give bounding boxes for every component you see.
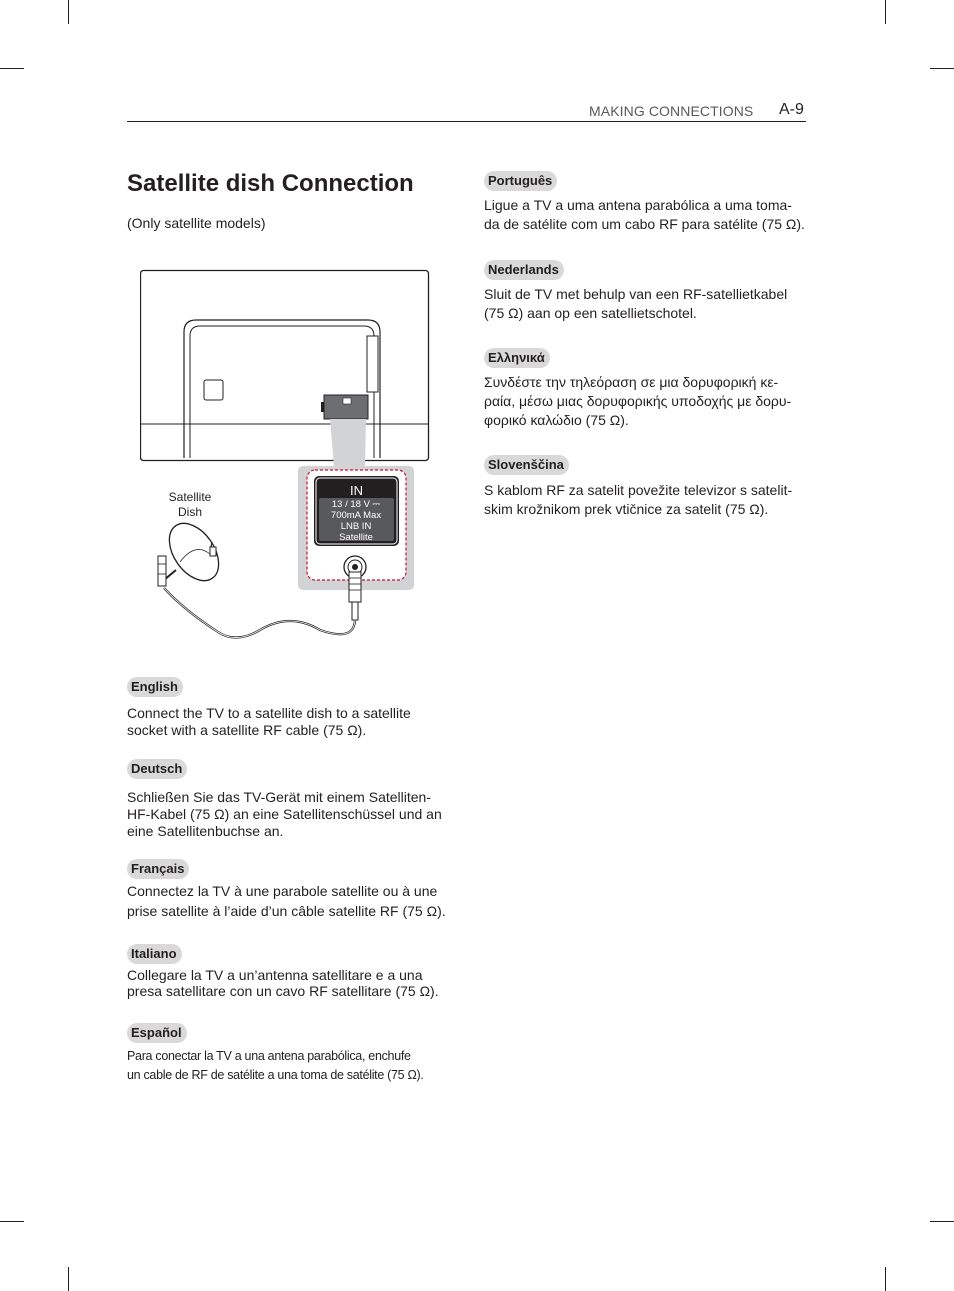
rf-cable-plug bbox=[349, 572, 361, 620]
text-line: Schließen Sie das TV-Gerät mit einem Satelliten- bbox=[127, 789, 431, 805]
text-line: Συνδέστε την τηλεόραση σε μια δορυφορική κε- bbox=[484, 374, 779, 390]
text-line: Sluit de TV met behulp van een RF-satellietkabel bbox=[484, 286, 788, 302]
text-line: socket with a satellite RF cable (75 Ω). bbox=[127, 722, 367, 738]
lang-text-deutsch bbox=[127, 789, 442, 840]
lang-badge-espanol: Español bbox=[127, 1023, 187, 1043]
text-line: Collegare la TV a un’antenna satellitare e a una bbox=[127, 967, 423, 983]
crop-mark bbox=[885, 0, 886, 24]
text-line: φορικό καλώδιο (75 Ω). bbox=[484, 412, 629, 428]
text-line: ραία, μέσω μιας δορυφορικής υποδοχής με δορυ- bbox=[484, 393, 792, 409]
crop-mark bbox=[930, 1221, 954, 1222]
lang-badge-nederlands: Nederlands bbox=[484, 260, 564, 280]
text-line: skim krožnikom prek vtičnice za satelit (75 Ω). bbox=[484, 501, 769, 517]
lang-badge-italiano: Italiano bbox=[127, 944, 182, 964]
crop-mark bbox=[68, 0, 69, 24]
callout-wedge bbox=[330, 419, 366, 467]
text-line: Connect the TV to a satellite dish to a satellite bbox=[127, 705, 411, 721]
lang-text-portugues bbox=[484, 196, 805, 234]
lang-badge-slovenscina: Slovenščina bbox=[484, 455, 569, 475]
lang-text-nederlands bbox=[484, 285, 787, 323]
tv-back-illustration bbox=[141, 271, 429, 461]
text-line: prise satellite à l’aide d’un câble satellite RF (75 Ω). bbox=[127, 903, 446, 919]
lang-badge-francais: Français bbox=[127, 859, 189, 879]
crop-mark bbox=[0, 1221, 24, 1222]
header-divider bbox=[127, 121, 806, 122]
text-line: presa satellitare con un cavo RF satellitare (75 Ω). bbox=[127, 983, 439, 999]
crop-mark bbox=[0, 68, 24, 69]
lang-text-english bbox=[127, 705, 411, 739]
lang-text-espanol bbox=[127, 1047, 424, 1085]
text-line: Ligue a TV a uma antena parabólica a uma toma- bbox=[484, 197, 792, 213]
page-subtitle: (Only satellite models) bbox=[127, 215, 266, 231]
lang-badge-ellinika: Ελληνικά bbox=[484, 348, 550, 368]
text-line: da de satélite com um cabo RF para satélite (75 Ω). bbox=[484, 216, 805, 232]
text-line: (75 Ω) aan op een satellietschotel. bbox=[484, 305, 697, 321]
lang-text-francais bbox=[127, 881, 446, 921]
page-title: Satellite dish Connection bbox=[127, 170, 414, 197]
dish-label-line2: Dish bbox=[177, 505, 203, 519]
crop-mark bbox=[885, 1267, 886, 1291]
port-callout-panel bbox=[298, 466, 414, 590]
port-current: 700mA Max bbox=[330, 510, 382, 521]
satellite-dish-illustration bbox=[158, 514, 229, 589]
lang-text-ellinika bbox=[484, 373, 791, 430]
text-line: Para conectar la TV a una antena parabólica, enchufe bbox=[127, 1049, 411, 1063]
port-in-label: IN bbox=[350, 483, 363, 498]
lang-badge-portugues: Português bbox=[484, 171, 557, 191]
running-header-section: MAKING CONNECTIONS bbox=[589, 103, 754, 119]
dish-label-line1: Satellite bbox=[168, 490, 212, 504]
connection-diagram bbox=[140, 262, 430, 642]
page-number: A-9 bbox=[779, 101, 804, 118]
lang-text-slovenscina bbox=[484, 481, 792, 519]
text-line: eine Satellitenbuchse an. bbox=[127, 823, 284, 839]
port-lnb: LNB IN bbox=[340, 521, 372, 532]
text-line: HF-Kabel (75 Ω) an eine Satellitenschüssel und an bbox=[127, 806, 442, 822]
text-line: S kablom RF za satelit povežite televizor s satelit- bbox=[484, 482, 793, 498]
port-voltage: 13 / 18 V ⎓ bbox=[331, 499, 381, 510]
lang-badge-deutsch: Deutsch bbox=[127, 759, 187, 779]
lang-badge-english: English bbox=[127, 677, 183, 697]
crop-mark bbox=[930, 68, 954, 69]
text-line: Connectez la TV à une parabole satellite ou à une bbox=[127, 883, 438, 899]
port-satellite: Satellite bbox=[339, 532, 373, 543]
lang-text-italiano bbox=[127, 967, 439, 999]
text-line: un cable de RF de satélite a una toma de satélite (75 Ω). bbox=[127, 1068, 424, 1082]
crop-mark bbox=[68, 1267, 69, 1291]
